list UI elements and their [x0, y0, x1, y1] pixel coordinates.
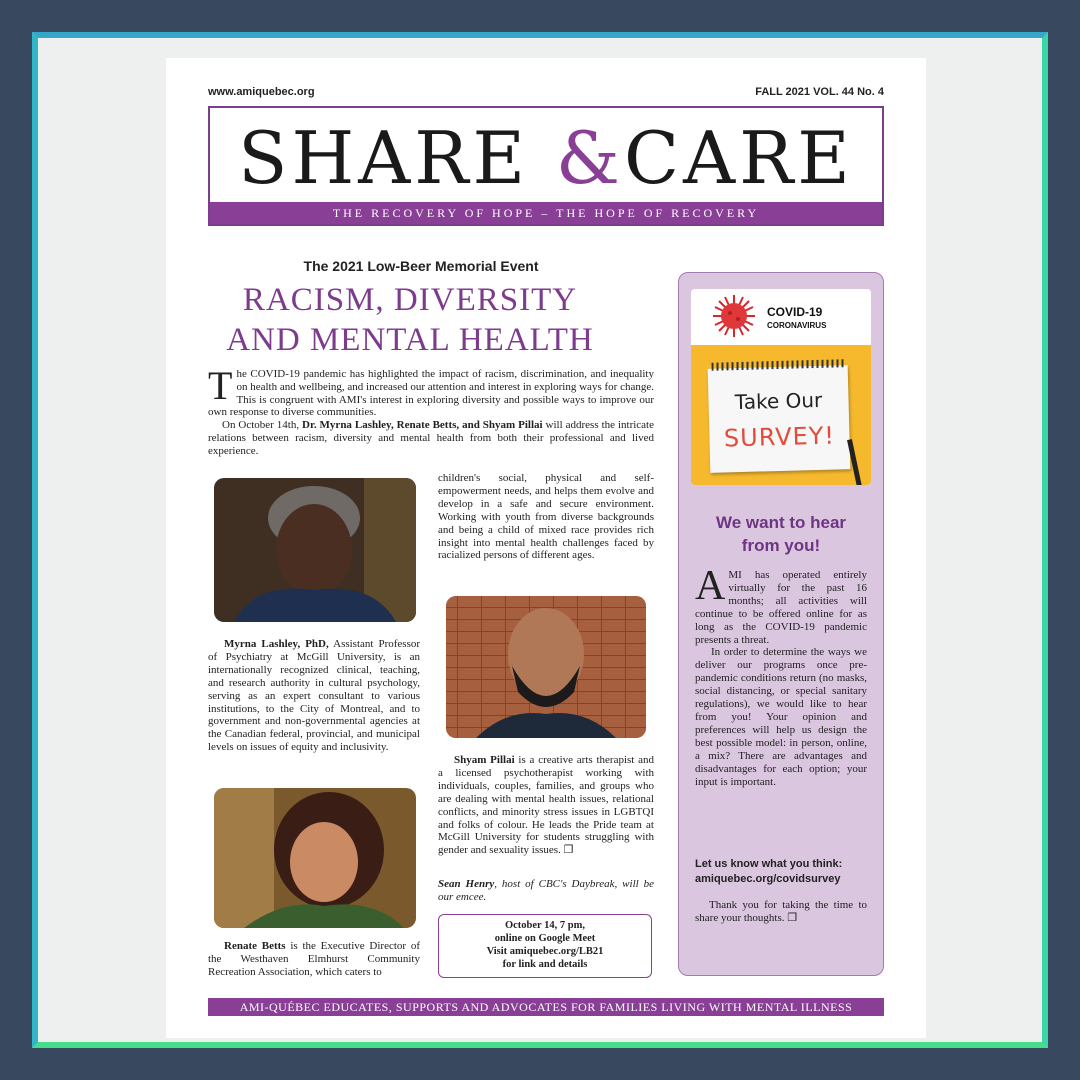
- issue-info: FALL 2021 VOL. 44 No. 4: [755, 86, 884, 98]
- sidebar-paragraph-1: [695, 563, 867, 646]
- title-share: SHARE: [238, 116, 530, 200]
- article-headline: [208, 280, 612, 360]
- photo-renate-betts: [214, 788, 416, 928]
- shyam-name: Shyam Pillai: [454, 754, 515, 766]
- event-details-box: [438, 914, 652, 978]
- survey-notepad: [708, 365, 851, 473]
- renate-bio-text: is the Executive Director of the Westhaven Elmhurst Community Recreation Association, which caters to: [208, 940, 420, 978]
- intro-dropcap: T: [208, 363, 233, 408]
- title-ampersand: &: [555, 116, 624, 200]
- headline-line-1: RACISM, DIVERSITY: [242, 282, 578, 318]
- shyam-bio: [438, 754, 654, 857]
- footer-banner: AMI-QUÉBEC EDUCATES, SUPPORTS AND ADVOCATES FOR FAMILIES LIVING WITH MENTAL ILLNESS: [208, 998, 884, 1016]
- intro-paragraph-1: [208, 363, 654, 419]
- event-date: October 14, 7 pm,: [504, 920, 585, 931]
- sidebar-paragraph-2: In order to determine the ways we deliver our programs once pre-pandemic conditions return (no masks, social distancing, or special sanitary regulations), we would like to hear from you! Your opinion and preferences will help us design the best possible model: in person, online, a mix? There are advantages and disadvantages for each option; your input is important.: [695, 646, 867, 788]
- covid-survey-sidebar: [678, 272, 884, 976]
- sidebar-dropcap: A: [695, 563, 726, 609]
- title-care: CARE: [624, 116, 854, 200]
- emcee-text: , host of CBC's Daybreak, will be our emcee.: [438, 878, 654, 903]
- note-take-our: Take Our: [734, 387, 823, 415]
- newsletter-page: [166, 58, 926, 1038]
- sidebar-thanks: Thank you for taking the time to share your thoughts. ❐: [695, 899, 867, 924]
- event-link[interactable]: Visit amiquebec.org/LB21: [486, 946, 604, 957]
- renate-name: Renate Betts: [224, 940, 286, 952]
- headline-line-2: AND MENTAL HEALTH: [226, 322, 594, 358]
- website-url: www.amiquebec.org: [208, 86, 315, 98]
- tagline: THE RECOVERY OF HOPE – THE HOPE OF RECOVERY: [210, 202, 882, 224]
- survey-graphic-header: [691, 289, 871, 345]
- newsletter-title: [210, 116, 882, 200]
- survey-graphic: [691, 289, 871, 485]
- sidebar-body: [695, 563, 867, 788]
- photo-myrna-lashley: [214, 478, 416, 622]
- sidebar-heading-line-2: from you!: [741, 536, 821, 555]
- myrna-bio-text: Assistant Professor of Psychiatry at McGill University, is an internationally recognized clinical, teaching, and research authority in cultural psychology, serving as an expert consultant to various institutions, to the City of Montreal, and to government and non-governmental agencies at the Canadian federal, provincial, and municipal levels on issues of equity and inclusivity.: [208, 638, 421, 754]
- shyam-bio-text: is a creative arts therapist and a licensed psychotherapist working with individuals, couples, families, and groups who are dealing with mental health issues, relational conflicts, and minority stress issues in LGBTQI and folks of colour. He leads the Pride team at McGill University for students struggling with gender and sexuality issues. ❐: [438, 754, 655, 857]
- survey-link[interactable]: amiquebec.org/covidsurvey: [695, 873, 841, 885]
- intro-p2-start: On October 14th,: [222, 419, 303, 432]
- top-line: [208, 86, 884, 98]
- myrna-name: Myrna Lashley, PhD,: [224, 638, 329, 650]
- sidebar-p1-text: MI has operated entirely virtually for the past 16 months; all activities will continue to be offered online for as long as the COVID-19 pandemic presents a threat.: [695, 569, 867, 646]
- emcee-note: [438, 878, 654, 904]
- renate-bio-continued: children's social, physical and self-empowerment needs, and helps them evolve and develop in a safe and secure environment. Working with youth from diverse backgrounds and being a child of mixed race provides rich insight into mental health challenges faced by racialized persons of different ages.: [438, 472, 654, 562]
- intro-paragraph-2: [208, 419, 654, 457]
- sidebar-heading-line-1: We want to hear: [715, 513, 847, 532]
- sidebar-heading: [687, 511, 875, 557]
- intro-p2-end: will address the intricate relations between racism, diversity and mental health from both their professional and lived experience.: [208, 419, 654, 457]
- intro-p1-text: he COVID-19 pandemic has highlighted the impact of racism, discrimination, and inequality on health and wellbeing, and increased our attention and interest in exploring ways for change. This is congruent with AMI's interest in exploring diversity and possible ways to improve our own response to diverse communities.: [208, 368, 654, 419]
- coronavirus-label: CORONAVIRUS: [767, 321, 827, 330]
- note-survey: SURVEY!: [723, 421, 836, 453]
- article-kicker: The 2021 Low-Beer Memorial Event: [303, 258, 539, 274]
- masthead: [208, 106, 884, 226]
- intro-p2-names: Dr. Myrna Lashley, Renate Betts, and Shyam Pillai: [302, 419, 543, 432]
- emcee-name: Sean Henry: [438, 878, 495, 890]
- article-intro: [208, 363, 654, 458]
- photo-shyam-pillai: [446, 596, 646, 738]
- cta-prompt: Let us know what you think:: [695, 858, 843, 870]
- survey-cta: [695, 857, 875, 887]
- renate-bio: [208, 940, 420, 979]
- coronavirus-icon: [711, 293, 757, 339]
- event-platform: online on Google Meet: [494, 933, 596, 944]
- covid-label: COVID-19: [767, 305, 823, 319]
- myrna-bio: [208, 638, 420, 754]
- event-link-note: for link and details: [502, 959, 588, 970]
